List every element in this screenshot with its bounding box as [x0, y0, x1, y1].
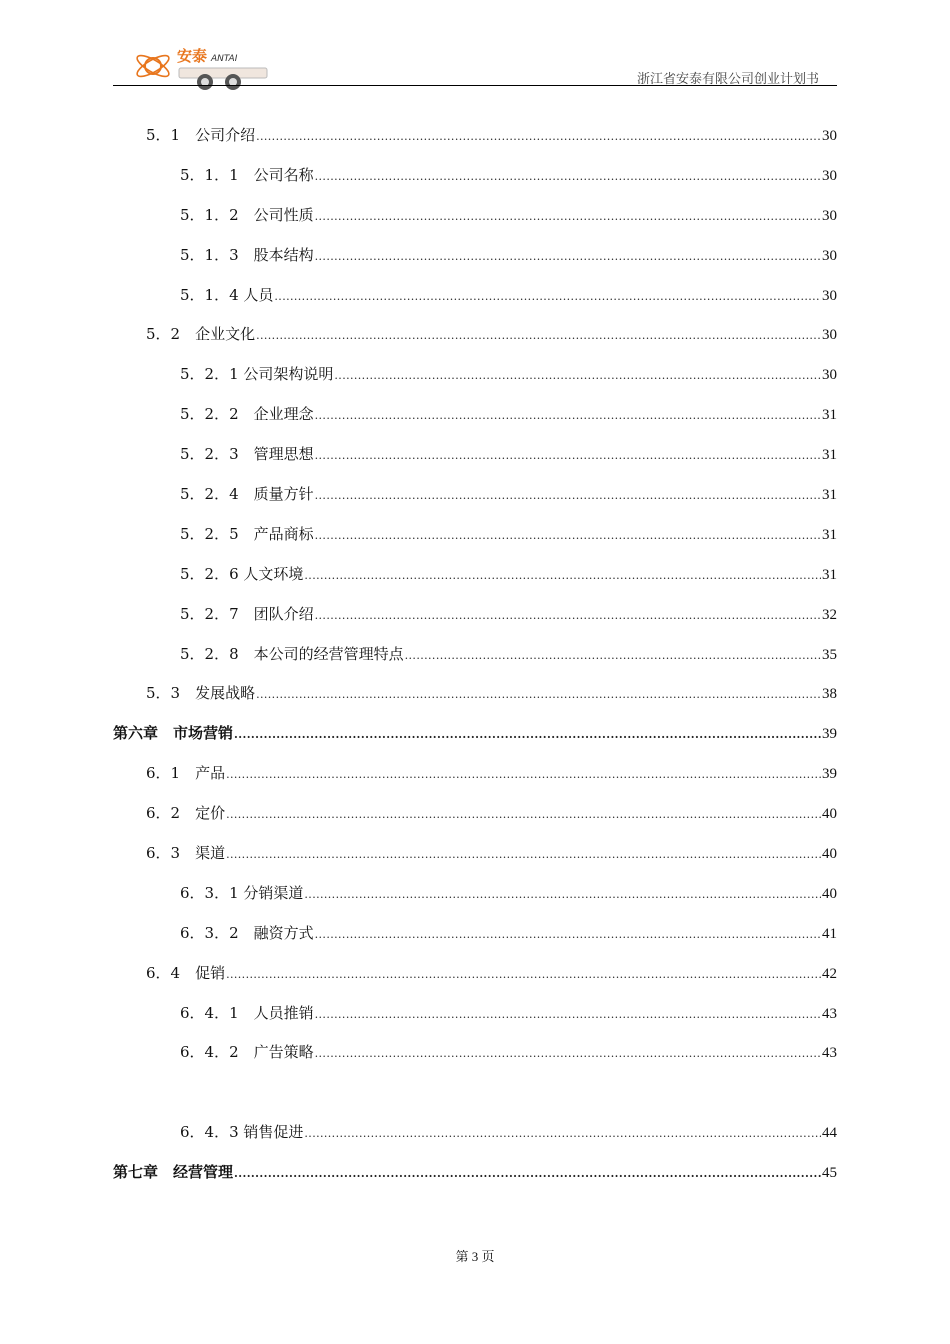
toc-entry[interactable]	[113, 794, 837, 834]
toc-entry-page: 40	[822, 806, 837, 823]
toc-dot-leader	[226, 955, 821, 995]
toc-entry-page: 43	[822, 1005, 837, 1022]
toc-entry[interactable]	[113, 874, 837, 914]
page-number: 第 3 页	[455, 1249, 495, 1264]
toc-entry[interactable]	[113, 754, 837, 794]
toc-entry-page: 38	[822, 686, 837, 703]
toc-spacer	[113, 1073, 837, 1113]
toc-dot-leader	[315, 516, 821, 556]
toc-dot-leader	[315, 436, 821, 476]
toc-dot-leader	[304, 875, 821, 915]
toc-entry-title: 5．1．3 股本结构	[180, 245, 314, 264]
toc-entry[interactable]	[113, 515, 837, 555]
toc-dot-leader	[315, 476, 821, 516]
toc-entry[interactable]	[113, 635, 837, 675]
toc-entry[interactable]	[113, 994, 837, 1034]
toc-dot-leader	[304, 556, 821, 596]
header-divider	[113, 85, 837, 86]
toc-entry[interactable]	[113, 834, 837, 874]
toc-entry-page: 31	[822, 566, 837, 583]
toc-entry-page: 45	[822, 1165, 837, 1182]
page-header	[113, 40, 837, 88]
toc-entry[interactable]	[113, 435, 837, 475]
logo-star-icon	[134, 52, 171, 80]
toc-entry-title: 6．2 定价	[146, 804, 226, 823]
toc-entry-page: 31	[822, 407, 837, 424]
toc-entry-page: 39	[822, 726, 837, 743]
table-of-contents	[113, 116, 837, 1193]
toc-entry-page: 44	[822, 1125, 837, 1142]
toc-dot-leader	[256, 316, 821, 356]
toc-dot-leader	[315, 995, 821, 1035]
logo-text: 安泰	[177, 47, 208, 65]
toc-dot-leader	[315, 237, 821, 277]
toc-dot-leader	[234, 715, 821, 755]
toc-entry-page: 30	[822, 167, 837, 184]
toc-entry-title: 5．1 公司介绍	[146, 126, 256, 144]
toc-entry[interactable]	[113, 1033, 837, 1073]
toc-dot-leader	[315, 915, 821, 955]
document-title: 浙江省安泰有限公司创业计划书	[636, 72, 819, 87]
toc-entry-page: 40	[822, 885, 837, 902]
toc-dot-leader	[226, 755, 821, 795]
toc-entry-page: 39	[822, 766, 837, 783]
toc-entry-page: 30	[822, 327, 837, 344]
toc-dot-leader	[304, 1114, 821, 1154]
toc-dot-leader	[226, 795, 821, 835]
toc-entry-title: 6．4 促销	[146, 963, 226, 982]
toc-entry-title: 6．4．2 广告策略	[180, 1043, 314, 1062]
toc-entry[interactable]	[113, 355, 837, 395]
logo-truck-icon	[179, 68, 267, 90]
toc-entry-title: 5．2．3 管理思想	[180, 445, 314, 464]
toc-entry[interactable]	[113, 914, 837, 954]
toc-entry-title: 5．1．1 公司名称	[180, 165, 314, 184]
toc-dot-leader	[315, 1034, 821, 1074]
logo-subtext: ANTAI	[211, 54, 238, 64]
toc-entry-title: 6．1 产品	[146, 764, 226, 783]
toc-dot-leader	[315, 197, 821, 237]
toc-entry-page: 30	[822, 287, 837, 304]
toc-entry[interactable]	[113, 475, 837, 515]
toc-entry[interactable]	[113, 1153, 837, 1193]
toc-entry-page: 30	[822, 128, 837, 144]
toc-entry-title: 第六章 市场营销	[113, 724, 234, 743]
toc-dot-leader	[234, 1154, 821, 1194]
toc-entry-title: 第七章 经营管理	[113, 1163, 234, 1182]
toc-entry-page: 31	[822, 487, 837, 504]
toc-entry-title: 5．2．1 公司架构说明	[180, 365, 334, 384]
toc-entry-title: 5．1．2 公司性质	[180, 205, 314, 224]
toc-dot-leader	[334, 356, 821, 396]
toc-entry-title: 5．2．6 人文环境	[180, 564, 304, 583]
toc-dot-leader	[226, 835, 821, 875]
toc-entry-title: 6．3．1 分销渠道	[180, 883, 304, 902]
toc-entry-page: 41	[822, 925, 837, 942]
toc-dot-leader	[315, 596, 821, 636]
toc-entry[interactable]	[113, 116, 837, 156]
toc-entry-title: 6．4．3 销售促进	[180, 1123, 304, 1142]
toc-entry-page: 43	[822, 1045, 837, 1062]
toc-entry-title: 5．1．4 人员	[180, 285, 274, 304]
toc-entry-page: 31	[822, 447, 837, 464]
toc-entry[interactable]	[113, 156, 837, 196]
toc-dot-leader	[315, 157, 821, 197]
toc-entry-title: 5．3 发展战略	[146, 684, 256, 703]
toc-entry-title: 5．2．8 本公司的经营管理特点	[180, 644, 404, 663]
toc-entry-page: 40	[822, 846, 837, 863]
toc-entry-page: 31	[822, 526, 837, 543]
toc-entry-title: 6．3 渠道	[146, 844, 226, 863]
toc-entry-page: 30	[822, 367, 837, 384]
toc-entry[interactable]	[113, 196, 837, 236]
toc-entry[interactable]	[113, 315, 837, 355]
toc-entry-title: 5．2．5 产品商标	[180, 524, 314, 543]
toc-dot-leader	[315, 396, 821, 436]
toc-entry[interactable]	[113, 1113, 837, 1153]
toc-entry[interactable]	[113, 395, 837, 435]
toc-entry-title: 5．2．2 企业理念	[180, 405, 314, 424]
toc-entry-title: 6．4．1 人员推销	[180, 1003, 314, 1022]
toc-entry-page: 32	[822, 606, 837, 623]
toc-entry[interactable]	[113, 674, 837, 714]
toc-dot-leader	[256, 675, 821, 715]
toc-entry[interactable]	[113, 276, 837, 316]
toc-entry-title: 5．2 企业文化	[146, 325, 256, 344]
toc-entry[interactable]	[113, 714, 837, 754]
toc-entry-title: 5．2．7 团队介绍	[180, 604, 314, 623]
toc-entry-page: 30	[822, 247, 837, 264]
toc-entry[interactable]	[113, 954, 837, 994]
toc-entry-page: 42	[822, 965, 837, 982]
toc-entry[interactable]	[113, 595, 837, 635]
toc-entry-page: 35	[822, 646, 837, 663]
toc-entry[interactable]	[113, 236, 837, 276]
toc-entry-title: 5．2．4 质量方针	[180, 485, 314, 504]
toc-entry-page: 30	[822, 207, 837, 224]
toc-dot-leader	[405, 636, 821, 676]
toc-dot-leader	[256, 117, 821, 157]
toc-dot-leader	[274, 277, 821, 317]
toc-entry[interactable]	[113, 555, 837, 595]
toc-entry-title: 6．3．2 融资方式	[180, 923, 314, 942]
